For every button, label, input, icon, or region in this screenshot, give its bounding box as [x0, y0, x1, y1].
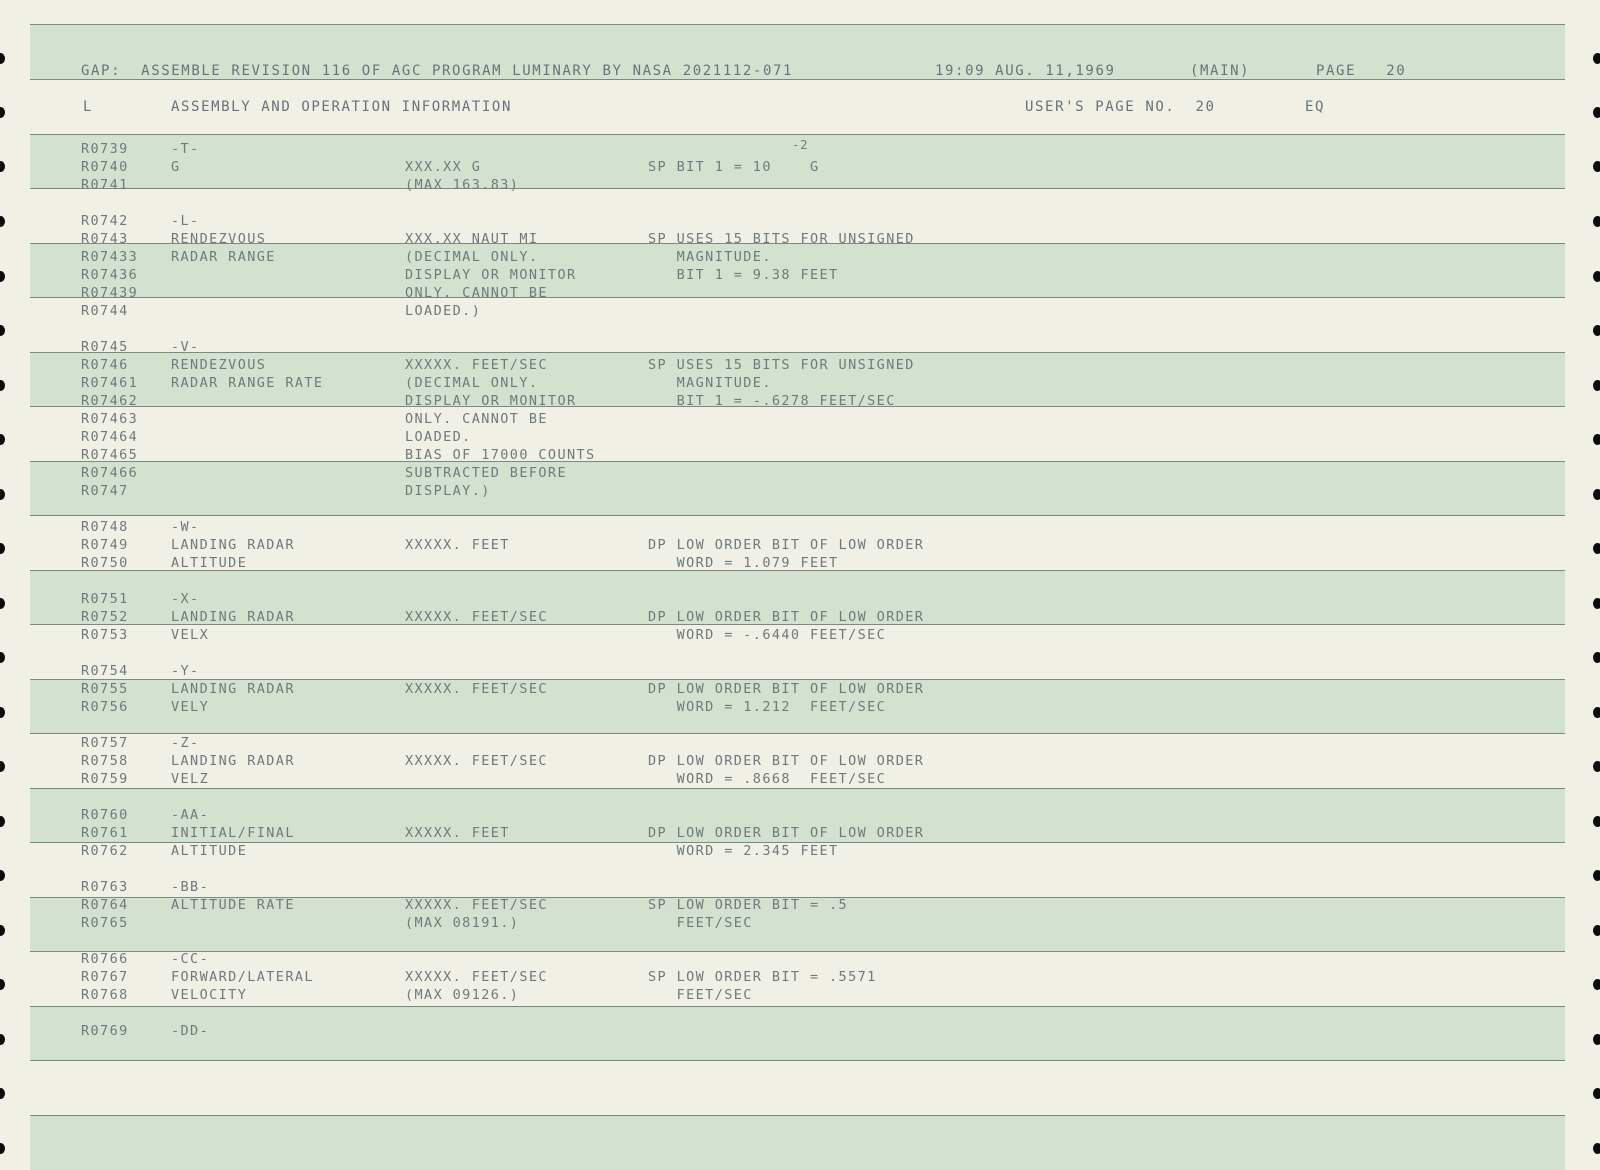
row-label: RENDEZVOUS [171, 231, 267, 247]
tractor-feed-hole [0, 543, 5, 554]
row-label: -W- [171, 519, 200, 535]
row-label: VELX [171, 627, 210, 643]
green-band [30, 461, 1565, 515]
row-id: R0743 [81, 231, 129, 247]
row-id: R0767 [81, 969, 129, 985]
row-format: XXX.XX G [405, 159, 482, 175]
row-scaling: WORD = 2.345 FEET [648, 843, 839, 859]
row-label: -Y- [171, 663, 200, 679]
row-format: XXXXX. FEET/SEC [405, 897, 548, 913]
row-id: R0756 [81, 699, 129, 715]
tractor-feed-hole [0, 161, 5, 172]
row-id: R07466 [81, 465, 139, 481]
row-id: R0755 [81, 681, 129, 697]
row-id: R0768 [81, 987, 129, 1003]
tractor-feed-hole [1593, 870, 1600, 881]
row-scaling: FEET/SEC [648, 915, 753, 931]
tractor-feed-hole [0, 598, 5, 609]
row-scaling: FEET/SEC [648, 987, 753, 1003]
row-format: XXXXX. FEET/SEC [405, 969, 548, 985]
tractor-feed-hole [0, 870, 5, 881]
row-scaling: SP BIT 1 = 10 G [648, 159, 820, 175]
row-label: LANDING RADAR [171, 681, 295, 697]
tractor-feed-hole [0, 216, 5, 227]
row-scaling: WORD = .8668 FEET/SEC [648, 771, 887, 787]
row-scaling: BIT 1 = -.6278 FEET/SEC [648, 393, 896, 409]
tractor-feed-hole [0, 53, 5, 64]
ruled-line [30, 1115, 1565, 1116]
row-label: RENDEZVOUS [171, 357, 267, 373]
row-id: R0744 [81, 303, 129, 319]
row-format: (MAX 09126.) [405, 987, 520, 1003]
row-label: -CC- [171, 951, 210, 967]
ruled-line [30, 134, 1565, 135]
row-id: R0752 [81, 609, 129, 625]
row-format: ONLY. CANNOT BE [405, 285, 548, 301]
ruled-line [30, 1060, 1565, 1061]
tractor-feed-hole [1593, 53, 1600, 64]
row-format: SUBTRACTED BEFORE [405, 465, 567, 481]
row-id: R0761 [81, 825, 129, 841]
row-id: R07464 [81, 429, 139, 445]
row-format: BIAS OF 17000 COUNTS [405, 447, 596, 463]
row-scaling: MAGNITUDE. [648, 249, 772, 265]
row-id: R0739 [81, 141, 129, 157]
row-id: R0750 [81, 555, 129, 571]
tractor-feed-hole [1593, 707, 1600, 718]
row-id: R0740 [81, 159, 129, 175]
row-format: ONLY. CANNOT BE [405, 411, 548, 427]
ruled-line [30, 24, 1565, 25]
ruled-line [30, 733, 1565, 734]
ruled-line [30, 188, 1565, 189]
tractor-feed-hole [1593, 380, 1600, 391]
row-format: (MAX 08191.) [405, 915, 520, 931]
row-id: R0748 [81, 519, 129, 535]
row-label: LANDING RADAR [171, 753, 295, 769]
header-section: (MAIN) [1190, 63, 1251, 79]
row-id: R0758 [81, 753, 129, 769]
row-format: XXXXX. FEET/SEC [405, 753, 548, 769]
row-label: -DD- [171, 1023, 210, 1039]
row-format: DISPLAY OR MONITOR [405, 393, 577, 409]
row-id: R0764 [81, 897, 129, 913]
row-format: DISPLAY.) [405, 483, 491, 499]
tractor-feed-hole [1593, 598, 1600, 609]
tractor-feed-hole [0, 325, 5, 336]
row-label: -L- [171, 213, 200, 229]
row-scaling: DP LOW ORDER BIT OF LOW ORDER [648, 537, 925, 553]
row-id: R0763 [81, 879, 129, 895]
header-timestamp: 19:09 AUG. 11,1969 [935, 63, 1116, 79]
row-scaling: BIT 1 = 9.38 FEET [648, 267, 839, 283]
row-id: R0766 [81, 951, 129, 967]
row-id: R0760 [81, 807, 129, 823]
row-id: R0762 [81, 843, 129, 859]
green-band [30, 1115, 1565, 1170]
row-id: R0759 [81, 771, 129, 787]
tractor-feed-hole [1593, 216, 1600, 227]
row-id: R07433 [81, 249, 139, 265]
header-program-line: GAP: ASSEMBLE REVISION 116 OF AGC PROGRAM LUMINARY BY NASA 2021112-071 [81, 63, 794, 79]
tractor-feed-hole [0, 925, 5, 936]
row-id: R0746 [81, 357, 129, 373]
row-scaling: DP LOW ORDER BIT OF LOW ORDER [648, 825, 925, 841]
header-eq: EQ [1305, 99, 1326, 115]
row-label: -AA- [171, 807, 210, 823]
exponent-label: -2 [792, 138, 809, 152]
row-label: -V- [171, 339, 200, 355]
row-format: (MAX 163.83) [405, 177, 520, 193]
row-scaling: SP LOW ORDER BIT = .5 [648, 897, 849, 913]
row-id: R0747 [81, 483, 129, 499]
tractor-feed-hole [1593, 925, 1600, 936]
row-id: R07463 [81, 411, 139, 427]
ruled-line [30, 297, 1565, 298]
row-label: -X- [171, 591, 200, 607]
row-id: R07465 [81, 447, 139, 463]
row-label: FORWARD/LATERAL [171, 969, 314, 985]
tractor-feed-hole [1593, 107, 1600, 118]
row-format: DISPLAY OR MONITOR [405, 267, 577, 283]
header-title: ASSEMBLY AND OPERATION INFORMATION [171, 99, 512, 115]
row-scaling: SP USES 15 BITS FOR UNSIGNED [648, 357, 915, 373]
row-id: R07461 [81, 375, 139, 391]
tractor-feed-hole [0, 489, 5, 500]
row-format: XXXXX. FEET/SEC [405, 357, 548, 373]
tractor-feed-hole [0, 652, 5, 663]
tractor-feed-hole [0, 434, 5, 445]
ruled-line [30, 1006, 1565, 1007]
tractor-feed-hole [0, 816, 5, 827]
row-id: R07436 [81, 267, 139, 283]
row-id: R0741 [81, 177, 129, 193]
row-id: R07462 [81, 393, 139, 409]
row-format: XXX.XX NAUT MI [405, 231, 539, 247]
green-band [30, 1006, 1565, 1060]
row-format: XXXXX. FEET/SEC [405, 609, 548, 625]
tractor-feed-hole [0, 271, 5, 282]
tractor-feed-hole [1593, 325, 1600, 336]
row-id: R0765 [81, 915, 129, 931]
tractor-feed-hole [1593, 489, 1600, 500]
tractor-feed-hole [1593, 1034, 1600, 1045]
tractor-feed-hole [1593, 979, 1600, 990]
row-id: R0769 [81, 1023, 129, 1039]
row-id: R0751 [81, 591, 129, 607]
row-id: R0754 [81, 663, 129, 679]
row-format: XXXXX. FEET/SEC [405, 681, 548, 697]
tractor-feed-hole [1593, 761, 1600, 772]
tractor-feed-hole [1593, 543, 1600, 554]
row-scaling: WORD = 1.079 FEET [648, 555, 839, 571]
tractor-feed-hole [0, 761, 5, 772]
row-scaling: WORD = -.6440 FEET/SEC [648, 627, 887, 643]
tractor-feed-hole [0, 707, 5, 718]
tractor-feed-hole [0, 107, 5, 118]
header-page-number: PAGE 20 [1316, 63, 1407, 79]
tractor-feed-hole [0, 1034, 5, 1045]
row-format: (DECIMAL ONLY. [405, 375, 539, 391]
row-scaling: SP USES 15 BITS FOR UNSIGNED [648, 231, 915, 247]
row-label: LANDING RADAR [171, 609, 295, 625]
row-label: -Z- [171, 735, 200, 751]
row-scaling: DP LOW ORDER BIT OF LOW ORDER [648, 753, 925, 769]
row-label: VELOCITY [171, 987, 248, 1003]
tractor-feed-hole [0, 380, 5, 391]
row-scaling: MAGNITUDE. [648, 375, 772, 391]
row-label: INITIAL/FINAL [171, 825, 295, 841]
tractor-feed-hole [0, 1088, 5, 1099]
ruled-line [30, 352, 1565, 353]
row-label: VELY [171, 699, 210, 715]
tractor-feed-hole [1593, 816, 1600, 827]
row-id: R0742 [81, 213, 129, 229]
row-label: -T- [171, 141, 200, 157]
row-label: ALTITUDE RATE [171, 897, 295, 913]
row-id: R0753 [81, 627, 129, 643]
ruled-line [30, 461, 1565, 462]
row-scaling: DP LOW ORDER BIT OF LOW ORDER [648, 609, 925, 625]
ruled-line [30, 515, 1565, 516]
header-level: L [83, 99, 94, 115]
row-id: R07439 [81, 285, 139, 301]
row-format: XXXXX. FEET [405, 537, 510, 553]
tractor-feed-hole [1593, 271, 1600, 282]
tractor-feed-hole [0, 979, 5, 990]
ruled-line [30, 788, 1565, 789]
row-label: -BB- [171, 879, 210, 895]
tractor-feed-hole [1593, 1088, 1600, 1099]
tractor-feed-hole [1593, 434, 1600, 445]
users-page-number: USER'S PAGE NO. 20 [1025, 99, 1216, 115]
row-scaling: DP LOW ORDER BIT OF LOW ORDER [648, 681, 925, 697]
row-scaling: WORD = 1.212 FEET/SEC [648, 699, 887, 715]
row-label: RADAR RANGE RATE [171, 375, 324, 391]
row-format: (DECIMAL ONLY. [405, 249, 539, 265]
ruled-line [30, 951, 1565, 952]
row-format: LOADED. [405, 429, 472, 445]
tractor-feed-hole [1593, 161, 1600, 172]
tractor-feed-hole [1593, 1143, 1600, 1154]
tractor-feed-hole [1593, 652, 1600, 663]
row-label: RADAR RANGE [171, 249, 276, 265]
row-label: VELZ [171, 771, 210, 787]
row-label: LANDING RADAR [171, 537, 295, 553]
row-format: LOADED.) [405, 303, 482, 319]
row-format: XXXXX. FEET [405, 825, 510, 841]
row-id: R0749 [81, 537, 129, 553]
row-id: R0745 [81, 339, 129, 355]
row-label: ALTITUDE [171, 843, 248, 859]
row-id: R0757 [81, 735, 129, 751]
tractor-feed-hole [0, 1143, 5, 1154]
row-label: G [171, 159, 181, 175]
row-label: ALTITUDE [171, 555, 248, 571]
row-scaling: SP LOW ORDER BIT = .5571 [648, 969, 877, 985]
